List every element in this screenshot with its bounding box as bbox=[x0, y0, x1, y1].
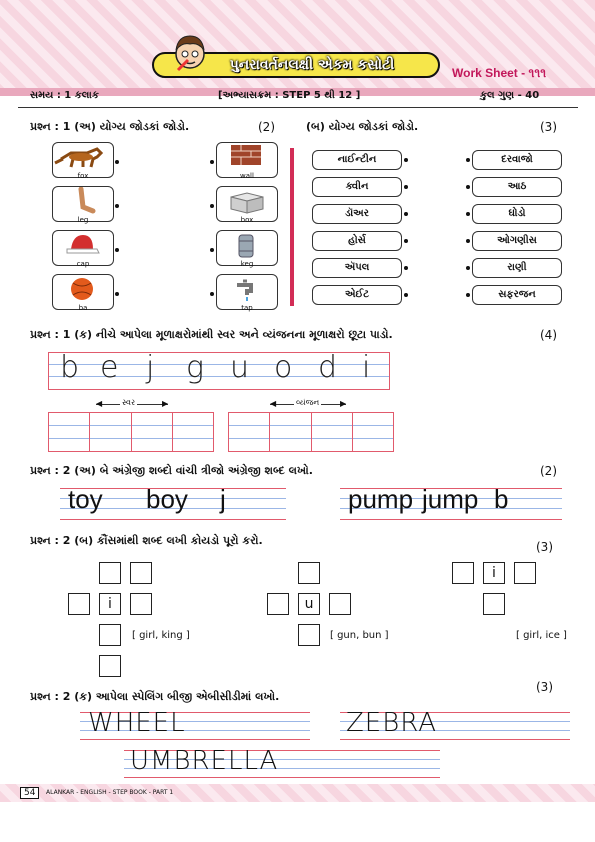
crossword-cell[interactable] bbox=[99, 624, 121, 646]
arrow-right-icon: ▶ bbox=[162, 399, 169, 408]
crossword-cell[interactable] bbox=[130, 593, 152, 615]
match-dot[interactable] bbox=[466, 185, 470, 189]
syllabus-label: [અભ્યાસક્રમ : STEP 5 થી 12 ] bbox=[218, 90, 361, 101]
match-dot[interactable] bbox=[210, 160, 214, 164]
label-fox: fox bbox=[77, 172, 89, 180]
page-number: 54 bbox=[20, 787, 39, 799]
crossword-cell-given: u bbox=[298, 593, 320, 615]
match-dot[interactable] bbox=[466, 212, 470, 216]
puzzle3-hint: [ girl, ice ] bbox=[516, 630, 567, 641]
word-wheel: WHEEL bbox=[88, 708, 186, 738]
box-divider bbox=[269, 412, 270, 452]
box-divider bbox=[172, 412, 173, 452]
crossword-cell[interactable] bbox=[68, 593, 90, 615]
letter-u: u bbox=[230, 350, 250, 385]
match-dot[interactable] bbox=[115, 204, 119, 208]
box-divider bbox=[228, 412, 229, 452]
crossword-cell[interactable] bbox=[99, 655, 121, 677]
rhyme-word-jump: jump bbox=[422, 484, 479, 514]
box-divider bbox=[352, 412, 353, 452]
rhyme-answer-b[interactable]: b bbox=[494, 484, 509, 514]
word-apple: ઍપલ bbox=[312, 258, 402, 278]
letter-o: o bbox=[274, 350, 293, 385]
match-dot[interactable] bbox=[466, 239, 470, 243]
match-dot[interactable] bbox=[404, 185, 408, 189]
q1b-prompt: (બ) યોગ્ય જોડકાં જોડો. bbox=[306, 120, 419, 133]
word-eight: એઈટ bbox=[312, 285, 402, 305]
q1b-marks: (3) bbox=[540, 120, 557, 134]
page-title: પુનરાવર્તનલક્ષી એકમ કસોટી bbox=[229, 57, 395, 73]
label-keg: keg bbox=[240, 260, 254, 268]
match-dot[interactable] bbox=[115, 160, 119, 164]
book-title: ALANKAR - ENGLISH - STEP BOOK - PART 1 bbox=[46, 789, 174, 796]
crossword-cell[interactable] bbox=[329, 593, 351, 615]
label-box: box bbox=[240, 216, 254, 224]
label-ball: ba bbox=[78, 304, 88, 312]
arrow-left-icon: ◀ bbox=[96, 399, 103, 408]
q1a-marks: (2) bbox=[258, 120, 275, 134]
label-leg: leg bbox=[77, 216, 89, 224]
consonant-label: વ્યંજન bbox=[296, 398, 320, 407]
word-nineteen: નાઈન્ટીન bbox=[312, 150, 402, 170]
rhyme-word-toy: toy bbox=[68, 484, 103, 514]
crossword-cell[interactable] bbox=[514, 562, 536, 584]
puzzle1-hint: [ girl, king ] bbox=[132, 630, 190, 641]
rhyme-word-boy: boy bbox=[146, 484, 188, 514]
box-divider bbox=[48, 412, 49, 452]
match-dot[interactable] bbox=[466, 293, 470, 297]
arrow-left-icon: ◀ bbox=[270, 399, 277, 408]
puzzle2-hint: [ gun, bun ] bbox=[330, 630, 389, 641]
match-dot[interactable] bbox=[404, 293, 408, 297]
q2a-marks: (2) bbox=[540, 464, 557, 478]
q1c-prompt: પ્રશ્ન : 1 (ક) નીચે આપેલા મૂળાક્ષરોમાંથી સ્વર અને વ્યંજનના મૂળાક્ષરો છૂટા પાડો. bbox=[30, 328, 393, 341]
box-divider bbox=[213, 412, 214, 452]
letter-b: b bbox=[60, 350, 80, 385]
word-zebra: ZEBRA bbox=[346, 708, 438, 738]
line-edge bbox=[389, 352, 390, 390]
match-dot[interactable] bbox=[210, 204, 214, 208]
match-dot[interactable] bbox=[210, 292, 214, 296]
line-edge bbox=[48, 352, 49, 390]
rhyme-answer-j[interactable]: j bbox=[220, 484, 226, 514]
info-divider bbox=[18, 107, 578, 108]
q2a-prompt: પ્રશ્ન : 2 (અ) બે અંગ્રેજી શબ્દો વાંચી ત્રીજો અંગ્રેજી શબ્દ લખો. bbox=[30, 464, 313, 477]
worksheet-number: Work Sheet - ૧૧૧ bbox=[452, 66, 547, 80]
letter-d: d bbox=[318, 350, 338, 385]
match-dot[interactable] bbox=[404, 239, 408, 243]
word-nineteen-gu: ઓગણીસ bbox=[472, 231, 562, 251]
box-divider bbox=[393, 412, 394, 452]
q2b-prompt: પ્રશ્ન : 2 (બ) કૌંસમાંથી શબ્દ લખી કોયડો પૂરો કરો. bbox=[30, 534, 263, 547]
word-horse: હોર્સ bbox=[312, 231, 402, 251]
arrow-right-icon: ▶ bbox=[340, 399, 347, 408]
label-cap: cap bbox=[76, 260, 90, 268]
vowel-label: સ્વર bbox=[122, 398, 136, 407]
word-queen-gu: રાણી bbox=[472, 258, 562, 278]
crossword-cell-given: i bbox=[99, 593, 121, 615]
time-label: સમય : 1 કલાક bbox=[30, 90, 99, 101]
word-horse-gu: ઘોડો bbox=[472, 204, 562, 224]
match-dot[interactable] bbox=[466, 266, 470, 270]
crossword-cell[interactable] bbox=[130, 562, 152, 584]
match-dot[interactable] bbox=[404, 266, 408, 270]
crossword-cell[interactable] bbox=[99, 562, 121, 584]
word-queen: ક્વીન bbox=[312, 177, 402, 197]
letter-i: i bbox=[362, 350, 371, 385]
match-dot[interactable] bbox=[404, 158, 408, 162]
crossword-cell-given: i bbox=[483, 562, 505, 584]
box-divider bbox=[89, 412, 90, 452]
letter-e: e bbox=[100, 350, 119, 385]
letter-g: g bbox=[186, 350, 205, 385]
section-separator bbox=[290, 148, 294, 306]
crossword-cell[interactable] bbox=[483, 593, 505, 615]
match-dot[interactable] bbox=[210, 248, 214, 252]
match-dot[interactable] bbox=[466, 158, 470, 162]
word-eight-gu: આઠ bbox=[472, 177, 562, 197]
letter-j: j bbox=[146, 350, 155, 385]
q1a-prompt: પ્રશ્ન : 1 (અ) યોગ્ય જોડકાં જોડો. bbox=[30, 120, 190, 133]
q1c-marks: (4) bbox=[540, 328, 557, 342]
rhyme-word-pump: pump bbox=[348, 484, 414, 514]
label-wall: wall bbox=[240, 172, 254, 180]
box-divider bbox=[131, 412, 132, 452]
word-door-gu: દરવાજો bbox=[472, 150, 562, 170]
total-marks: કુલ ગુણ - 40 bbox=[480, 90, 540, 101]
q2b-marks: (3) bbox=[536, 540, 553, 554]
word-door: ડૉઅર bbox=[312, 204, 402, 224]
box-divider bbox=[311, 412, 312, 452]
crossword-cell[interactable] bbox=[452, 562, 474, 584]
crossword-cell[interactable] bbox=[298, 624, 320, 646]
match-dot[interactable] bbox=[404, 212, 408, 216]
crossword-cell[interactable] bbox=[267, 593, 289, 615]
match-dot[interactable] bbox=[115, 292, 119, 296]
crossword-cell[interactable] bbox=[298, 562, 320, 584]
q2c-marks: (3) bbox=[536, 680, 553, 694]
q2c-prompt: પ્રશ્ન : 2 (ક) આપેલા સ્પેલિંગ બીજી એબીસીડીમાં લખો. bbox=[30, 690, 280, 703]
match-dot[interactable] bbox=[115, 248, 119, 252]
word-apple-gu: સફરજન bbox=[472, 285, 562, 305]
label-tap: tap bbox=[241, 304, 253, 312]
word-umbrella: UMBRELLA bbox=[130, 746, 279, 776]
